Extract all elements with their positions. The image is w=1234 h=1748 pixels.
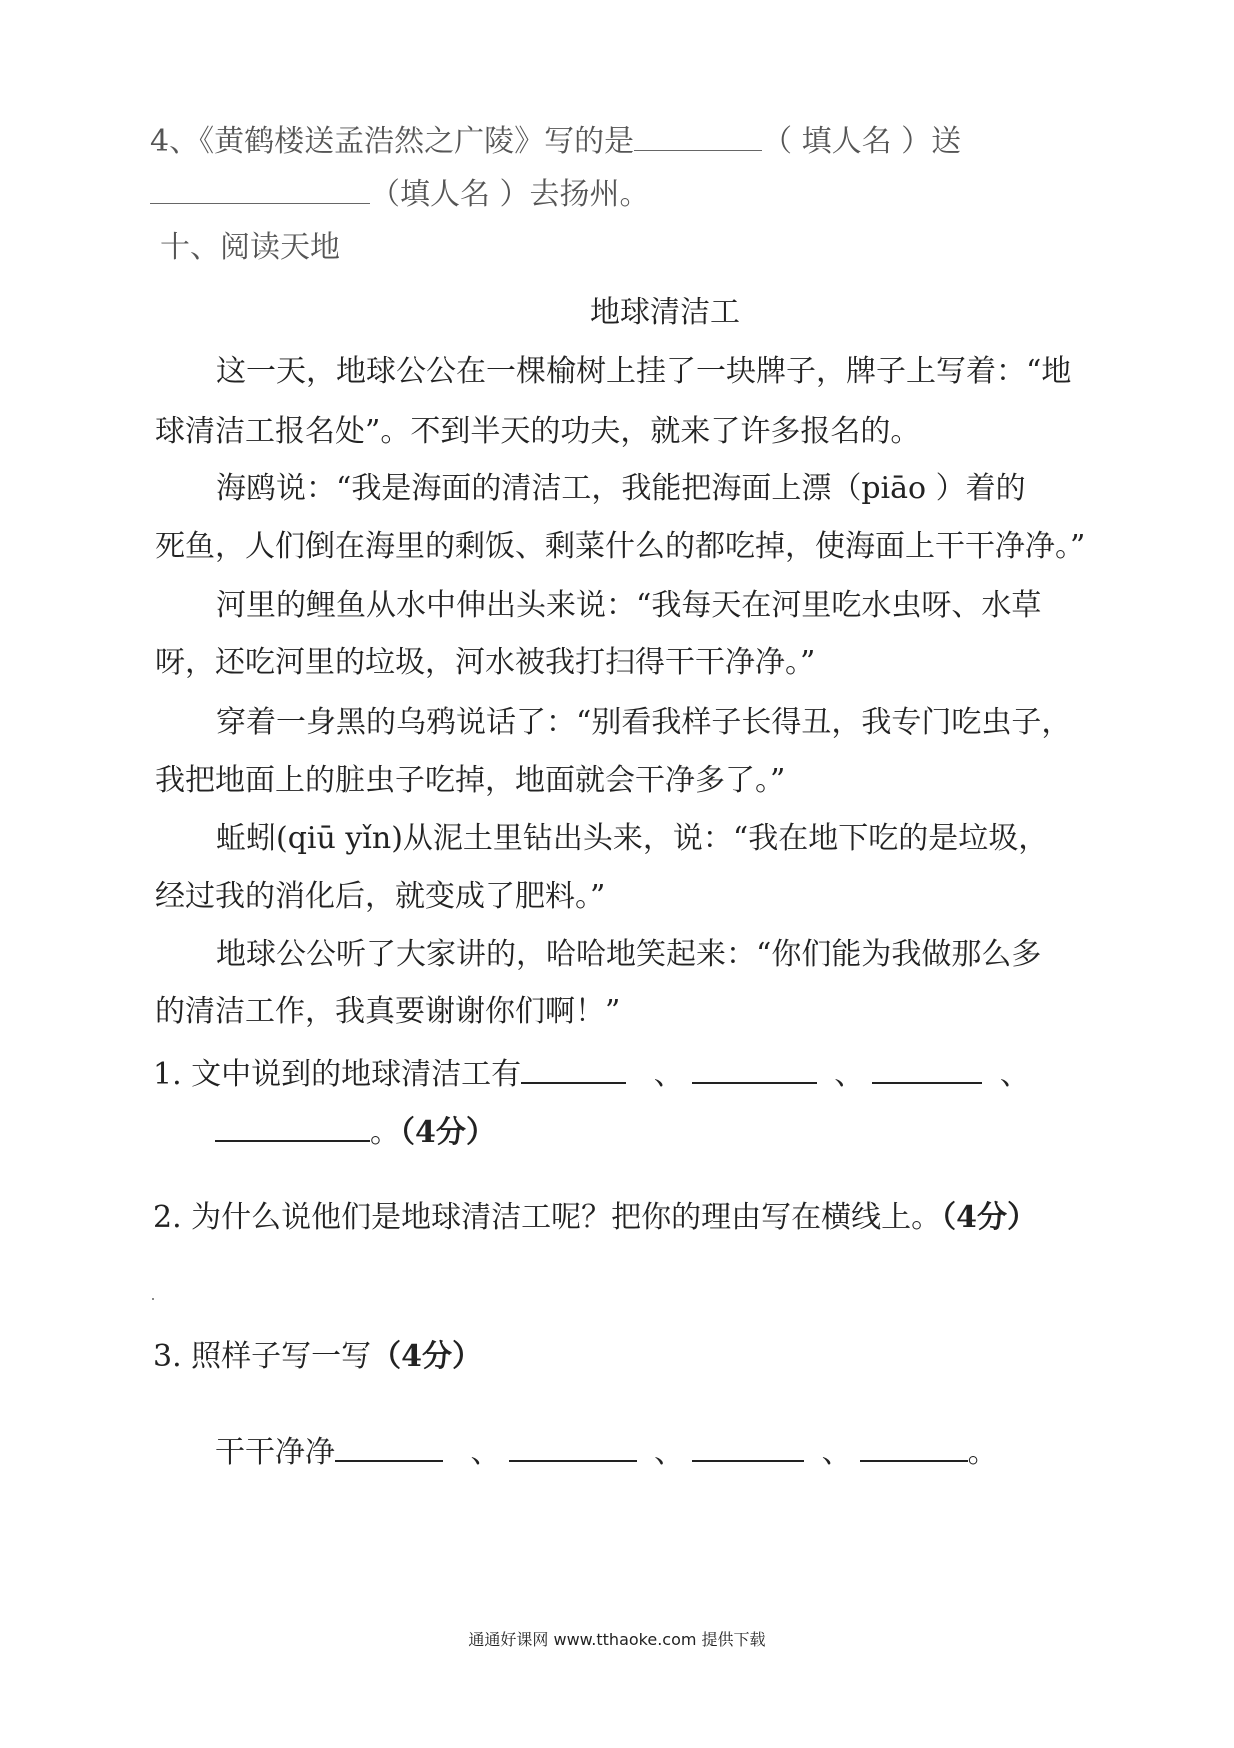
q4-blank-1[interactable] [634,120,762,151]
passage-line: 海鸥说：“我是海面的清洁工，我能把海面上漂（piāo ）着的 [216,471,1026,506]
end-mark: 。 [967,1435,998,1470]
passage-line: 这一天，地球公公在一棵榆树上挂了一块牌子，牌子上写着：“地 [216,354,1072,389]
score-label: （4分） [371,1339,483,1374]
footer-credit: 通通好课网 www.tthaoke.com 提供下载 [468,1630,766,1649]
passage-line: 经过我的消化后，就变成了肥料。” [155,879,606,914]
answer-blank[interactable] [509,1430,637,1462]
answer-blank[interactable] [335,1430,443,1462]
q4-line1 [150,120,961,162]
answer-blank[interactable] [692,1430,804,1462]
question-2 [153,1198,1037,1238]
separator: 、 [999,1057,1030,1092]
section-title: 十、阅读天地 [160,230,340,265]
answer-blank[interactable] [860,1430,968,1462]
answer-blank[interactable] [215,1110,370,1142]
question-1-text: 1. 文中说到的地球清洁工有 [153,1057,522,1092]
example-word: 干干净净 [215,1435,335,1470]
question-3-answer [215,1430,998,1473]
passage-line: 呀，还吃河里的垃圾，河水被我打扫得干干净净。” [155,645,816,680]
passage-line: 死鱼，人们倒在海里的剩饭、剩菜什么的都吃掉，使海面上干干净净。” [155,529,1086,564]
question-1-cont [215,1110,496,1153]
q4-line2 [150,173,650,215]
question-3-text: 3. 照样子写一写 [153,1339,372,1374]
score-label: （4分） [941,1200,1038,1235]
q4-paren-1: （ 填人名 ）送 [762,124,962,159]
separator: 、 [821,1435,852,1470]
passage-line: 河里的鲤鱼从水中伸出头来说：“我每天在河里吃水虫呀、水草 [216,588,1042,623]
question-3 [153,1337,482,1377]
end-mark: 。 [370,1115,400,1150]
passage-line: 的清洁工作，我真要谢谢你们啊！” [155,994,621,1029]
q4-text: 4、《黄鹤楼送孟浩然之广陵》写的是 [150,124,635,159]
passage-line: 我把地面上的脏虫子吃掉，地面就会干净多了。” [155,763,786,798]
scan-speck [152,1298,154,1300]
question-1 [153,1052,1038,1095]
passage-line: 蚯蚓(qiū yǐn)从泥土里钻出头来，说：“我在地下吃的是垃圾， [216,821,1049,856]
separator: 、 [654,1435,685,1470]
answer-blank[interactable] [692,1052,817,1084]
answer-blank[interactable] [521,1052,626,1084]
score-label: （4分） [400,1115,496,1150]
q4-paren-2: （填人名 ）去扬州。 [370,177,650,212]
separator: 、 [653,1057,684,1092]
passage-line: 地球公公听了大家讲的，哈哈地笑起来：“你们能为我做那么多 [216,937,1042,972]
passage-title: 地球清洁工 [590,295,740,330]
separator: 、 [470,1435,501,1470]
question-2-text: 2. 为什么说他们是地球清洁工呢？把你的理由写在横线上。 [153,1200,942,1235]
q4-blank-2[interactable] [150,173,370,204]
passage-line: 球清洁工报名处”。不到半天的功夫，就来了许多报名的。 [155,414,921,449]
passage-line: 穿着一身黑的乌鸦说话了：“别看我样子长得丑，我专门吃虫子， [216,705,1072,740]
answer-blank[interactable] [872,1052,982,1084]
separator: 、 [834,1057,865,1092]
